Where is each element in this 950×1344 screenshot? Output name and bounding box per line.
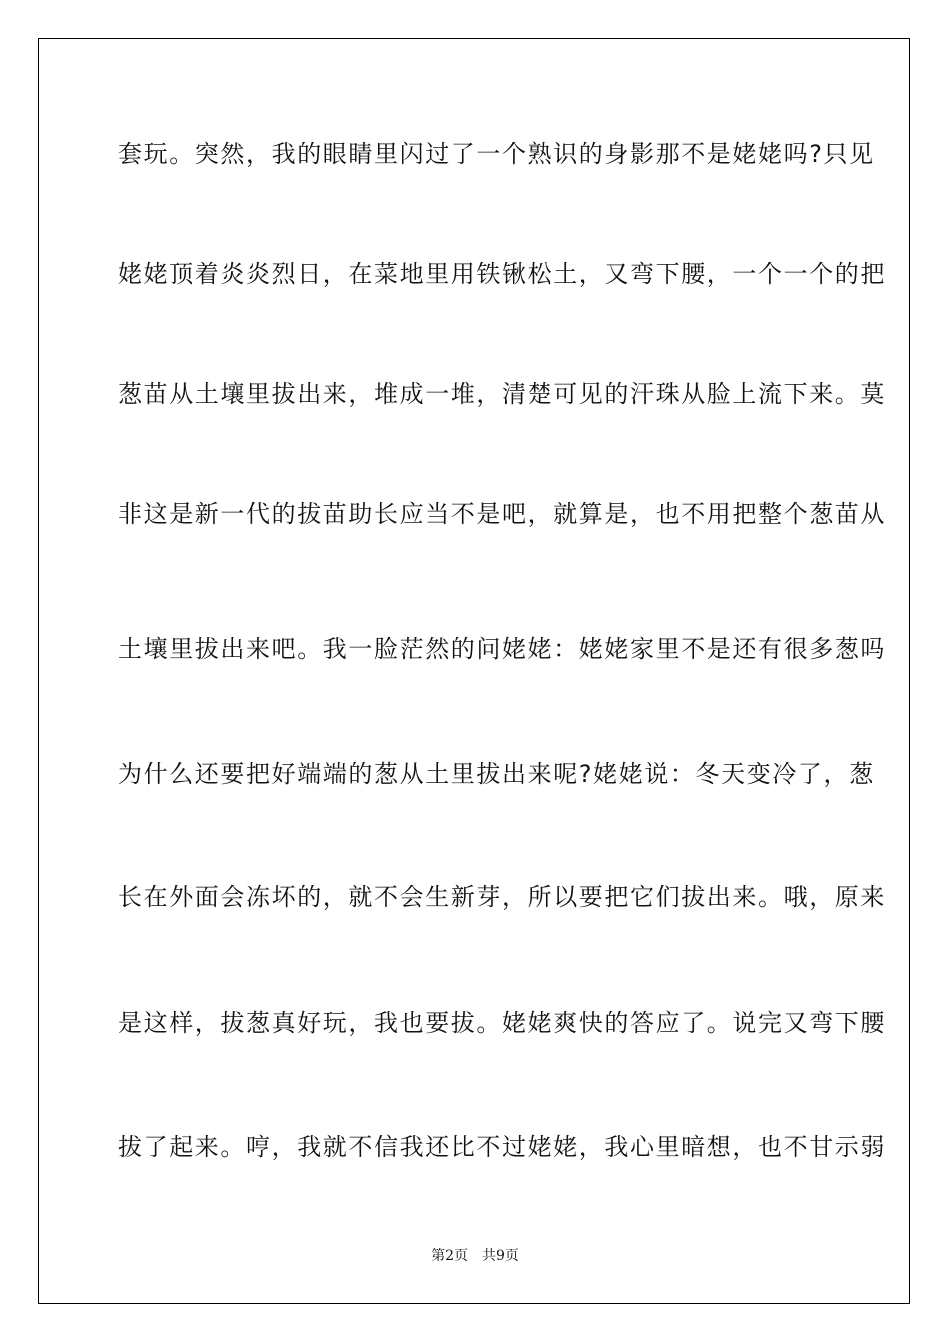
page-border bbox=[38, 38, 910, 1304]
page-footer bbox=[0, 1246, 950, 1266]
paragraph-line: 姥姥顶着炎炎烈日，在菜地里用铁锹松土，又弯下腰，一个一个的把 bbox=[118, 260, 886, 288]
page-total: 共9页 bbox=[482, 1248, 519, 1264]
paragraph-line: 为什么还要把好端端的葱从土里拔出来呢?姥姥说：冬天变冷了，葱 bbox=[118, 760, 875, 788]
paragraph-line: 葱苗从土壤里拔出来，堆成一堆，清楚可见的汗珠从脸上流下来。莫 bbox=[118, 380, 886, 408]
paragraph-line: 土壤里拔出来吧。我一脸茫然的问姥姥：姥姥家里不是还有很多葱吗 bbox=[118, 635, 886, 663]
paragraph-line: 长在外面会冻坏的，就不会生新芽，所以要把它们拔出来。哦，原来 bbox=[118, 883, 886, 911]
page-number: 第2页 bbox=[431, 1248, 468, 1264]
paragraph-line: 套玩。突然，我的眼睛里闪过了一个熟识的身影那不是姥姥吗?只见 bbox=[118, 140, 875, 168]
paragraph-line: 是这样，拔葱真好玩，我也要拔。姥姥爽快的答应了。说完又弯下腰 bbox=[118, 1009, 886, 1037]
paragraph-line: 拔了起来。哼，我就不信我还比不过姥姥，我心里暗想，也不甘示弱 bbox=[118, 1133, 886, 1161]
paragraph-line: 非这是新一代的拔苗助长应当不是吧，就算是，也不用把整个葱苗从 bbox=[118, 500, 886, 528]
